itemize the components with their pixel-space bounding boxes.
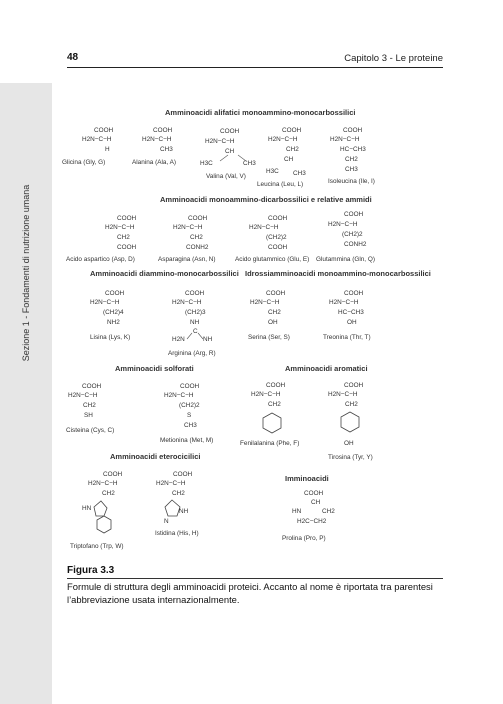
formula-text: CH2 [268,401,281,408]
formula-text: CH [284,156,294,163]
formula-text: CH [311,499,321,506]
formula-text: COOH [304,490,324,497]
formula-text: H2N−C−H [156,480,186,487]
amino-acid-name: Glicina (Gly, G) [62,159,106,166]
formula-text: CONH2 [186,244,209,251]
group-title-dicarboxylic: Amminoacidi monoammino-dicarbossilici e relative ammidi [160,195,372,204]
formula-text: CH2 [83,402,96,409]
formula-text: C [193,328,198,335]
section-label: Sezione 1 - Fondamenti di nutrizione umana [21,184,31,362]
formula-text: H2N−C−H [173,224,203,231]
formula-text: CH2 [345,156,358,163]
formula-text: OH [344,440,354,447]
formula-text: H2N−C−H [105,224,135,231]
amino-acid-structures [60,95,450,565]
formula-text: H2N−C−H [251,391,281,398]
formula-text: H2N−C−H [82,136,112,143]
amino-acid-name: Leucina (Leu, L) [257,181,304,188]
formula-text: CH2 [172,490,185,497]
formula-text: CH2 [345,401,358,408]
formula-text: H2N−C−H [268,136,298,143]
amino-acid-name: Istidina (His, H) [155,530,199,537]
group-title-diamino: Amminoacidi diammino-monocarbossilici [90,269,239,278]
formula-text: H2N−C−H [249,224,279,231]
formula-text: (CH2)4 [103,309,124,316]
formula-text: CH [225,148,235,155]
imidazole-ring [165,500,180,516]
formula-text: COOH [282,127,302,134]
formula-text: H2N−C−H [142,136,172,143]
amino-acid-name: Lisina (Lys, K) [90,334,131,341]
amino-acid-name: Acido aspartico (Asp, D) [66,256,135,263]
amino-acid-name: Isoleucina (Ile, I) [328,178,375,185]
bond [220,155,228,161]
formula-text: COOH [117,244,137,251]
formula-text: (CH2)2 [342,231,363,238]
amino-acid-name: Prolina (Pro, P) [282,535,326,542]
formula-text: CH2 [117,234,130,241]
formula-text: COOH [344,290,364,297]
formula-text: (CH2)3 [185,309,206,316]
formula-text: CH2 [190,234,203,241]
amino-acid-name: Alanina (Ala, A) [132,159,177,166]
formula-text: COOH [343,127,363,134]
formula-text: COOH [266,290,286,297]
formula-text: H2N−C−H [90,299,120,306]
amino-acid-name: Tirosina (Tyr, Y) [328,454,373,461]
formula-text: COOH [344,382,364,389]
formula-text: H2N [172,336,185,343]
formula-text: HN [292,508,302,515]
bond [187,333,192,339]
formula-text: COOH [268,215,288,222]
formula-text: COOH [103,471,123,478]
formula-text: S [187,412,192,419]
formula-text: COOH [266,382,286,389]
pyrrole-ring [94,501,107,516]
amino-acid-name: Metionina (Met, M) [160,437,214,444]
formula-text: COOH [220,128,240,135]
benzene-ring [341,412,359,432]
amino-acid-name: Treonina (Thr, T) [323,334,371,341]
amino-acid-name: Arginina (Arg, R) [168,350,216,357]
formula-text: COOH [82,383,102,390]
group-title-aromatic: Amminoacidi aromatici [285,364,368,373]
formula-text: H2N−C−H [205,138,235,145]
formula-text: CH2 [268,309,281,316]
amino-acid-name: Serina (Ser, S) [248,334,290,341]
formula-text: CONH2 [344,241,367,248]
formula-text: HC−CH3 [340,146,366,153]
group-title-aliphatic: Amminoacidi alifatici monoammino-monocarbossilici [165,108,356,117]
formula-text: COOH [268,244,288,251]
formula-text: COOH [344,211,364,218]
formula-text: CH2 [286,146,299,153]
formula-text: N [164,518,169,525]
formula-text: COOH [105,290,125,297]
amino-acid-name: Fenilalanina (Phe, F) [240,440,300,447]
formula-text: OH [268,319,278,326]
formula-text: H2N−C−H [330,136,360,143]
amino-acid-name: Valina (Val, V) [206,173,246,180]
formula-text: NH [203,336,213,343]
formula-text: H2N−C−H [88,480,118,487]
formula-text: H2N−C−H [68,392,98,399]
formula-text: NH [190,319,200,326]
benzene-ring [263,413,281,433]
formula-text: COOH [94,127,114,134]
formula-text: CH2 [102,490,115,497]
formula-text: H2N−C−H [164,392,194,399]
amino-acid-figure [60,95,450,565]
amino-acid-name: Acido glutammico (Glu, E) [235,256,310,263]
formula-text: H2N−C−H [329,299,359,306]
formula-text: COOH [185,290,205,297]
amino-acid-name: Triptofano (Trp, W) [70,543,124,550]
formula-text: COOH [173,471,193,478]
amino-acid-name: Asparagina (Asn, N) [158,256,216,263]
formula-text: CH2 [322,508,335,515]
formula-text: CH3 [345,166,358,173]
formula-text: COOH [117,215,137,222]
formula-text: H2N−C−H [328,391,358,398]
formula-text: COOH [188,215,208,222]
formula-text: HN [82,505,92,512]
formula-text: NH [179,508,189,515]
sidebar-band [0,83,52,704]
formula-text: H2C−CH2 [297,518,327,525]
formula-text: H2N−C−H [328,221,358,228]
page-number: 48 [67,52,79,63]
formula-text: H3C [266,168,279,175]
formula-text: H3C [200,160,213,167]
formula-text: SH [84,412,93,419]
formula-text: NH2 [107,319,120,326]
header-rule [67,67,443,68]
bond [238,155,246,161]
formula-text: (CH2)2 [266,234,287,241]
amino-acid-name: Glutammina (Gln, Q) [316,256,375,263]
formula-text: COOH [180,383,200,390]
formula-text: HC−CH3 [338,309,364,316]
formula-text: CH3 [184,422,197,429]
formula-text: H2N−C−H [250,299,280,306]
chapter-title: Capitolo 3 - Le proteine [344,53,443,64]
formula-text: H [105,146,110,153]
benzene-ring [97,516,111,533]
caption-rule [67,578,443,579]
formula-text: CH3 [243,160,256,167]
group-title-sulfur: Amminoacidi solforati [115,364,194,373]
formula-text: COOH [153,127,173,134]
formula-text: CH3 [160,146,173,153]
formula-text: OH [347,319,357,326]
formula-text: CH3 [293,170,306,177]
group-title-heterocyclic: Amminoacidi eterocicilici [110,452,201,461]
figure-label: Figura 3.3 [67,565,115,576]
formula-text: (CH2)2 [179,402,200,409]
formula-text: H2N−C−H [172,299,202,306]
figure-caption: Formule di struttura degli amminoacidi proteici. Accanto al nome è riportata tra parentesi l’abbreviazione usata internazionalmente. [67,581,433,605]
group-title-hydroxy: Idrossiamminoacidi monoammino-monocarbossilici [245,269,431,278]
group-title-imino: Imminoacidi [285,474,329,483]
amino-acid-name: Cisteina (Cys, C) [66,427,115,434]
